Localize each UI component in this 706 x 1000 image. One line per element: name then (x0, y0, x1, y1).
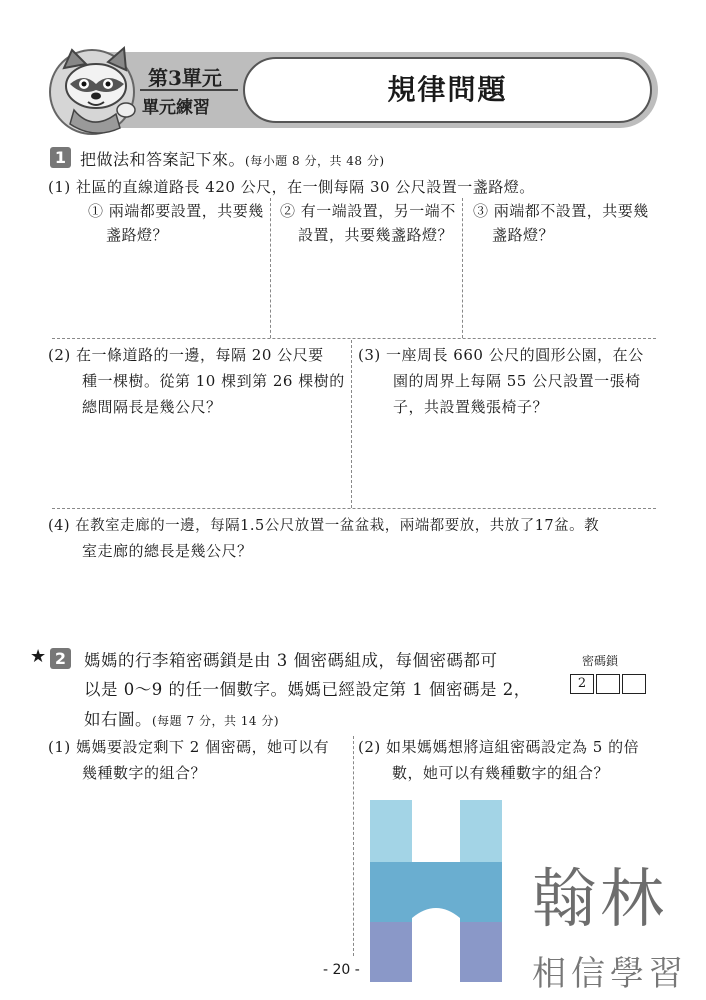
section2-line2: 以是 0～9 的任一個數字。媽媽已經設定第 1 個密碼是 2， (84, 680, 531, 699)
unit-divider (140, 89, 238, 91)
question-4-line1: (4) 在教室走廊的一邊，每隔1.5公尺放置一盆盆栽，兩端都要放，共放了17盆。教 (48, 518, 600, 534)
brand-name: 翰林 (532, 863, 668, 937)
divider-q1-left (270, 198, 271, 338)
section-instruction (80, 147, 385, 170)
divider-q1-right (462, 198, 463, 338)
section2-q2-line2: 數，她可以有幾種數字的組合？ (392, 764, 610, 782)
section-number-badge: 1 (50, 147, 71, 168)
section2-q1-line1: (1) 媽媽要設定剩下 2 個密碼，她可以有 (48, 738, 330, 756)
question-2-line1: (2) 在一條道路的一邊，每隔 20 公尺要 (48, 346, 324, 364)
question-2-line2: 種一棵樹。從第 10 棵到第 26 棵樹的 (82, 372, 345, 390)
question-3-line1: (3) 一座周長 660 公尺的圓形公園，在公 (358, 346, 644, 364)
score-note: (每小題 8 分，共 48 分) (245, 154, 385, 168)
hanlin-logo-icon (370, 800, 502, 982)
section2-line3-text: 如右圖。 (84, 710, 152, 729)
header-banner (0, 0, 706, 140)
challenge-star-icon: ★ (30, 646, 47, 667)
question-3-line3: 子，共設置幾張椅子？ (393, 398, 549, 416)
section2-line3 (84, 706, 279, 730)
section2-line1: 媽媽的行李箱密碼鎖是由 3 個密碼組成，每個密碼都可 (84, 651, 498, 670)
section2-q2-line1: (2) 如果媽媽想將這組密碼設定為 5 的倍 (358, 738, 640, 756)
lock-label: 密碼鎖 (582, 654, 619, 668)
section2-score-note: (每題 7 分，共 14 分) (152, 714, 280, 728)
question-1-stem: (1) 社區的直線道路長 420 公尺，在一側每隔 30 公尺設置一盞路燈。 (48, 178, 535, 196)
question-1c-line2: 盞路燈？ (492, 226, 555, 244)
brand-slogan: 相信學習 (532, 954, 688, 994)
practice-label: 單元練習 (142, 98, 210, 118)
instruction-text: 把做法和答案記下來。 (80, 150, 246, 169)
page-title: 規律問題 (387, 73, 508, 106)
combination-lock (570, 674, 648, 694)
divider-section2 (353, 736, 354, 956)
lock-digit-2 (596, 674, 620, 694)
unit-label: 第3單元 (148, 66, 222, 90)
question-1a-line2: 盞路燈？ (106, 226, 169, 244)
divider-row1 (52, 338, 656, 339)
question-1a-line1: ① 兩端都要設置，共要幾 (88, 202, 264, 220)
question-1c-line1: ③ 兩端都不設置，共要幾 (473, 202, 649, 220)
raccoon-mascot-icon (46, 44, 146, 136)
divider-row2 (52, 508, 656, 509)
page-number: - 20 - (323, 962, 360, 978)
lock-digit-3 (622, 674, 646, 694)
question-3-line2: 園的周界上每隔 55 公尺設置一張椅 (393, 372, 641, 390)
question-1b-line1: ② 有一端設置，另一端不 (280, 202, 456, 220)
divider-q2-q3 (351, 340, 352, 508)
section2-q1-line2: 幾種數字的組合？ (82, 764, 207, 782)
question-2-line3: 總間隔長是幾公尺？ (82, 398, 222, 416)
question-4-line2: 室走廊的總長是幾公尺？ (82, 542, 253, 560)
section-number-badge-2: 2 (50, 648, 71, 669)
question-1b-line2: 設置，共要幾盞路燈？ (298, 226, 454, 244)
lock-digit-1: 2 (570, 674, 594, 694)
